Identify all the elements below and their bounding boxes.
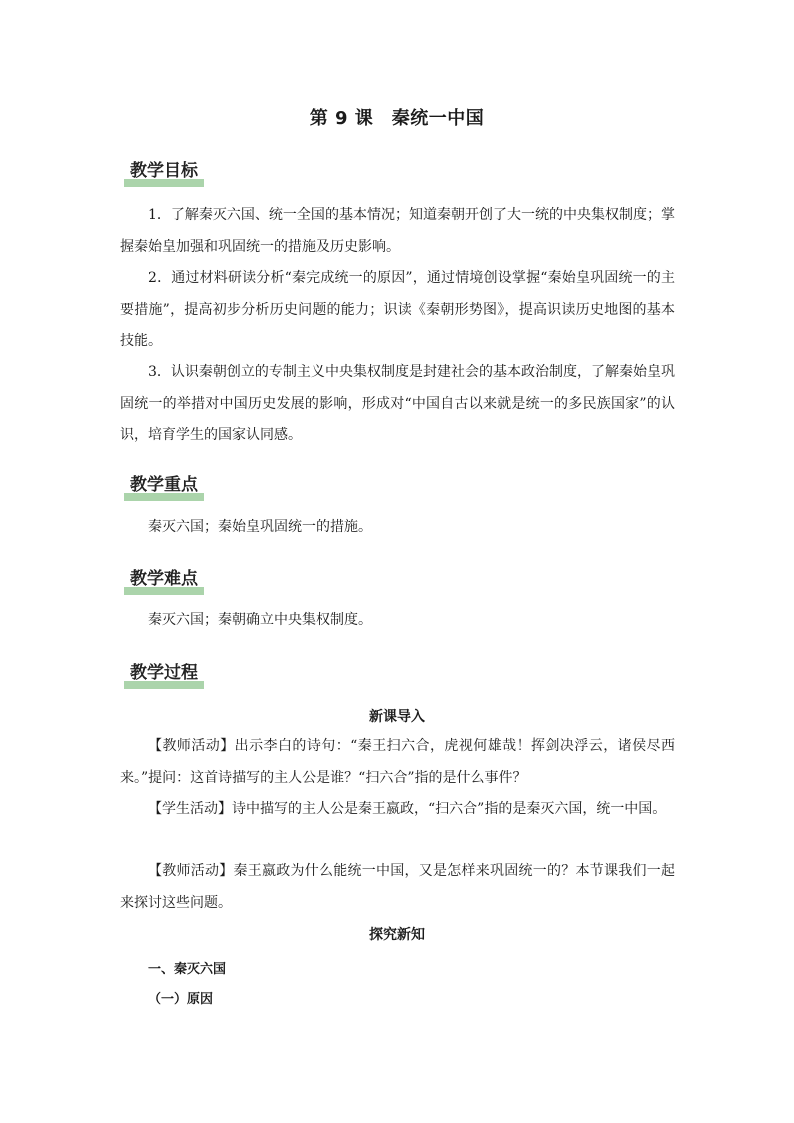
objective-item-1: 1．了解秦灭六国、统一全国的基本情况；知道秦朝开创了大一统的中央集权制度；掌握秦始皇加强和巩固统一的措施及历史影响。 (120, 207, 675, 255)
key-points-text: 秦灭六国；秦始皇巩固统一的措施。 (148, 519, 372, 535)
section-heading-difficult-points: 教学难点 (124, 566, 204, 592)
objective-item-2: 2．通过材料研读分析“秦完成统一的原因”，通过情境创设掌握“秦始皇巩固统一的主要措施”，提高初步分析历史问题的能力；识读《秦朝形势图》，提高识读历史地图的基本技能。 (120, 270, 675, 349)
part-subheading-1: （一）原因 (148, 992, 214, 1007)
process-paragraph-3: 【教师活动】秦王嬴政为什么能统一中国，又是怎样来巩固统一的？本节课我们一起来探讨这些问题。 (120, 863, 675, 911)
objective-item-3: 3．认识秦朝创立的专制主义中央集权制度是封建社会的基本政治制度，了解秦始皇巩固统一的举措对中国历史发展的影响，形成对“中国自古以来就是统一的多民族国家”的认识，培育学生的国家认同感。 (120, 364, 675, 443)
part-heading-1: 一、秦灭六国 (148, 962, 227, 977)
process-paragraph-2: 【学生活动】诗中描写的主人公是秦王嬴政，“扫六合”指的是秦灭六国，统一中国。 (148, 801, 667, 817)
intro-title: 新课导入 (369, 709, 425, 725)
explore-title: 探究新知 (369, 927, 425, 943)
section-heading-objectives: 教学目标 (124, 158, 204, 184)
difficult-points-text: 秦灭六国；秦朝确立中央集权制度。 (148, 612, 372, 628)
page-title: 第 9 课 秦统一中国 (309, 108, 485, 129)
section-heading-process: 教学过程 (124, 660, 204, 686)
process-paragraph-1: 【教师活动】出示李白的诗句：“秦王扫六合，虎视何雄哉！挥剑决浮云，诸侯尽西来。”提问：这首诗描写的主人公是谁？“扫六合”指的是什么事件？ (120, 738, 675, 786)
section-heading-key-points: 教学重点 (124, 472, 204, 498)
